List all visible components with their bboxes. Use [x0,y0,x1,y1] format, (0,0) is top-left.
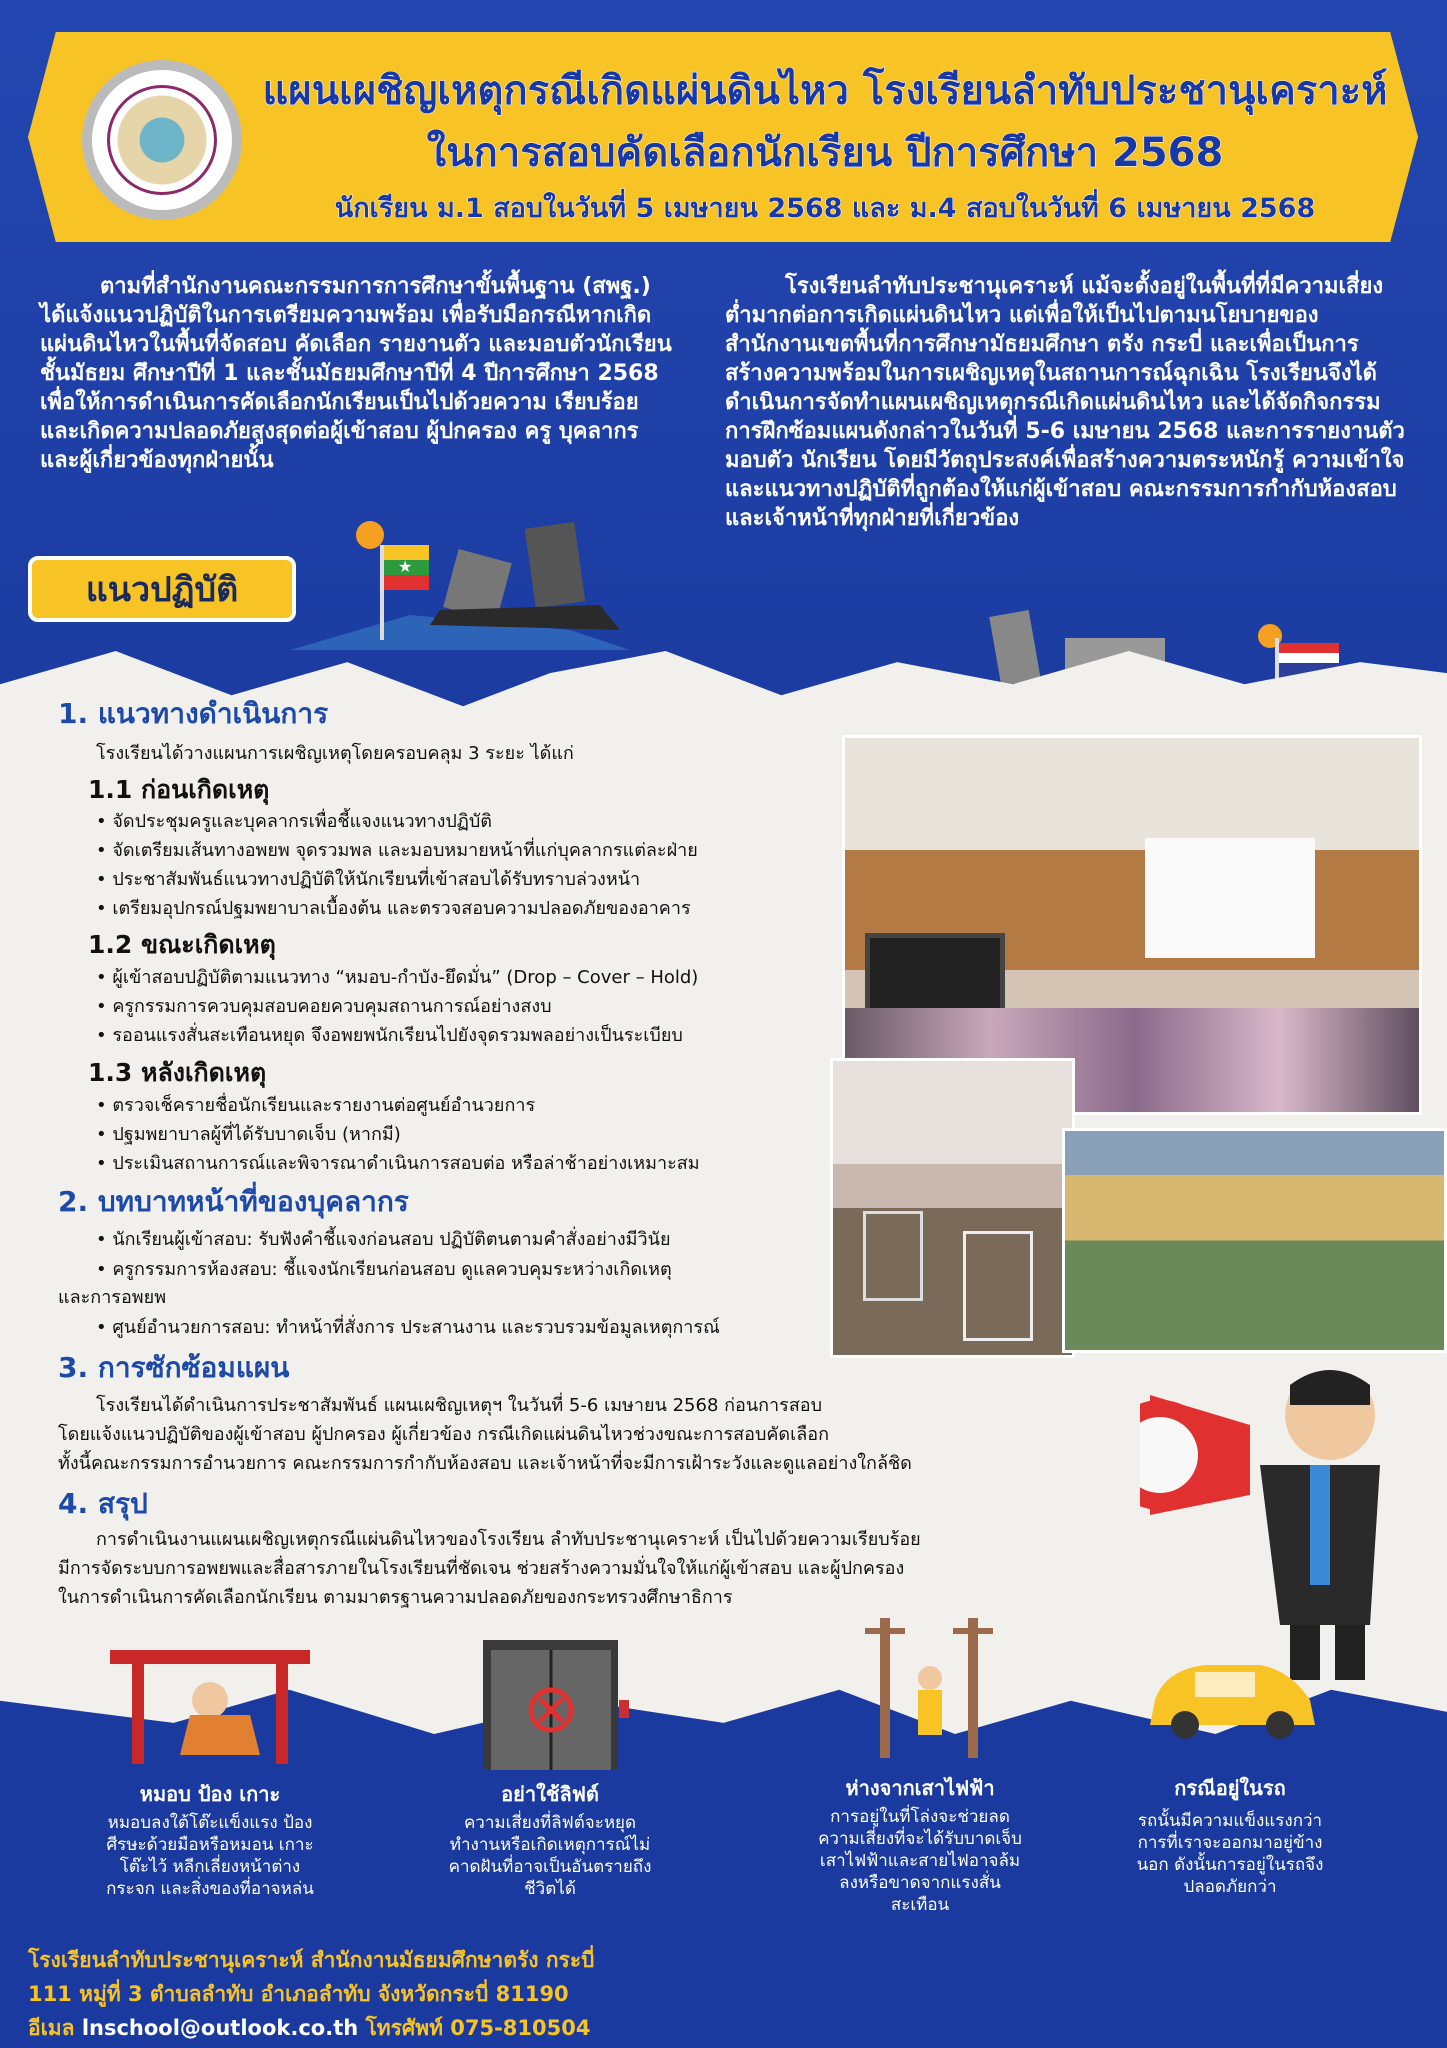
list-item: • ประชาสัมพันธ์แนวทางปฏิบัติให้นักเรียนที่เข้าสอบได้รับทราบล่วงหน้า [96,869,641,890]
power-pole-icon [860,1618,1000,1758]
tip-title-in-car: กรณีอยู่ในรถ [1174,1776,1286,1800]
list-item: • ปฐมพยาบาลผู้ที่ได้รับบาดเจ็บ (หากมี) [96,1124,401,1145]
footer-address: 111 หมู่ที่ 3 ตำบลลำทับ อำเภอลำทับ จังหวัดกระบี่ 81190 [28,1982,569,2006]
paragraph-line: โรงเรียนได้ดำเนินการประชาสัมพันธ์ แผนเผชิญเหตุฯ ในวันที่ 5-6 เมษายน 2568 ก่อนการสอบ [96,1395,823,1416]
school-building-photo [1062,1128,1447,1353]
paragraph-line: ทั้งนี้คณะกรรมการอำนวยการ คณะกรรมการกำกับห้องสอบ และเจ้าหน้าที่จะมีการเฝ้าระวังและดูแลอย่างใกล้ชิด [58,1453,912,1474]
guide-label: แนวปฏิบัติ [28,556,296,622]
section-4-title: 4. สรุป [58,1487,148,1520]
tip-title-drop-cover: หมอบ ป้อง เกาะ [139,1782,281,1806]
intro-right: โรงเรียนลำทับประชานุเคราะห์ แม้จะตั้งอยู่ในพื้นที่ที่มีความเสี่ยงต่ำมากต่อการเกิดแผ่นดินไหว แต่เพื่อให้เป็นไปตามนโยบายของสำนักงานเขตพื้นที่การศึกษามัธยมศึกษา ตรัง กระบี่ และเพื่อเป็นการสร้างความพร้อมในการเผชิญเหตุในสถานการณ์ฉุกเฉิน โรงเรียนจึงได้ดำเนินการจัดทำแผนเผชิญเหตุกรณีเกิดแผ่นดินไหว และได้จัดกิจกรรมการฝึกซ้อมแผนดังกล่าวในวันที่ 5-6 เมษายน 2568 และการรายงานตัว มอบตัว นักเรียน โดยมีวัตถุประสงค์เพื่อสร้างความตระหนักรู้ ความเข้าใจ และแนวทางปฏิบัติที่ถูกต้องให้แก่ผู้เข้าสอบ คณะกรรมการกำกับห้องสอบ และเจ้าหน้าที่ทุกฝ่ายที่เกี่ยวข้อง [725,274,1405,531]
list-item: • ครูกรรมการห้องสอบ: ชี้แจงนักเรียนก่อนสอบ ดูแลควบคุมระหว่างเกิดเหตุ [96,1259,672,1280]
list-item: • จัดประชุมครูและบุคลากรเพื่อชี้แจงแนวทางปฏิบัติ [96,811,492,832]
subsection-1-1-title: 1.1 ก่อนเกิดเหตุ [88,775,270,804]
section-1-title: 1. แนวทางดำเนินการ [58,697,329,730]
footer-contact: อีเมล lnschool@outlook.co.th โทรศัพท์ 075-810504 [28,2016,591,2040]
list-item: และการอพยพ [58,1287,167,1308]
section-1-lead: โรงเรียนได้วางแผนการเผชิญเหตุโดยครอบคลุม 3 ระยะ ได้แก่ [96,743,574,764]
tip-title-no-elevator: อย่าใช้ลิฟต์ [501,1782,599,1806]
paragraph-line: การดำเนินงานแผนเผชิญเหตุกรณีแผ่นดินไหวของโรงเรียน ลำทับประชานุเคราะห์ เป็นไปด้วยความเรียบร้อย [96,1529,921,1550]
tip-title-power-pole: ห่างจากเสาไฟฟ้า [845,1776,995,1800]
tip-text-power-pole: การอยู่ในที่โล่งจะช่วยลด ความเสี่ยงที่จะได้รับบาดเจ็บ เสาไฟฟ้าและสายไฟอาจล้ม ลงหรือขาดจากแรงสั่น สะเทือน [818,1807,1022,1915]
tip-text-no-elevator: ความเสี่ยงที่ลิฟต์จะหยุด ทำงานหรือเกิดเหตุการณ์ไม่ คาดฝันที่อาจเป็นอันตรายถึง ชีวิตได้ [448,1813,652,1899]
tip-text-in-car: รถนั้นมีความแข็งแรงกว่า การที่เราจะออกมาอยู่ข้าง นอก ดังนั้นการอยู่ในรถจึง ปลอดภัยกว่า [1136,1811,1324,1897]
title-line-1: แผนเผชิญเหตุกรณีเกิดแผ่นดินไหว โรงเรียนลำทับประชานุเคราะห์ [262,68,1388,114]
email-link[interactable]: lnschool@outlook.co.th [81,2016,359,2040]
list-item: • นักเรียนผู้เข้าสอบ: รับฟังคำชี้แจงก่อนสอบ ปฏิบัติตนตามคำสั่งอย่างมีวินัย [96,1229,671,1250]
section-3-title: 3. การซักซ้อมแผน [58,1351,290,1384]
subsection-1-2-title: 1.2 ขณะเกิดเหตุ [88,930,276,959]
list-item: • ตรวจเช็ครายชื่อนักเรียนและรายงานต่อศูนย์อำนวยการ [96,1095,536,1116]
list-item: • ประเมินสถานการณ์และพิจารณาดำเนินการสอบต่อ หรือล่าช้าอย่างเหมาะสม [96,1153,700,1174]
title-line-2: ในการสอบคัดเลือกนักเรียน ปีการศึกษา 2568 [426,130,1224,176]
section-2-title: 2. บทบาทหน้าที่ของบุคลากร [58,1185,409,1218]
tip-text-drop-cover: หมอบลงใต้โต๊ะแข็งแรง ป้อง ศีรษะด้วยมือหรือหมอน เกาะ โต๊ะไว้ หลีกเลี่ยงหน้าต่าง กระจก และสิ่งของที่อาจหล่น [106,1813,314,1899]
footer-school-name: โรงเรียนลำทับประชานุเคราะห์ สำนักงานมัธยมศึกษาตรัง กระบี่ [28,1948,595,1972]
drop-cover-hold-icon [110,1640,310,1770]
title-line-3: นักเรียน ม.1 สอบในวันที่ 5 เมษายน 2568 และ ม.4 สอบในวันที่ 6 เมษายน 2568 [334,193,1316,224]
paragraph-line: ในการดำเนินการคัดเลือกนักเรียน ตามมาตรฐานความปลอดภัยของกระทรวงศึกษาธิการ [58,1587,733,1608]
paragraph-line: โดยแจ้งแนวปฏิบัติของผู้เข้าสอบ ผู้ปกครอง ผู้เกี่ยวข้อง กรณีเกิดแผ่นดินไหวช่วงขณะการสอบคัดเลือก [58,1424,830,1445]
megaphone-man-illustration [1140,1345,1400,1685]
collapsed-building-illustration [290,505,630,650]
exam-room-photo [830,1058,1075,1358]
list-item: • ผู้เข้าสอบปฏิบัติตามแนวทาง “หมอบ-กำบัง-ยึดมั่น” (Drop – Cover – Hold) [96,967,699,988]
list-item: • ศูนย์อำนวยการสอบ: ทำหน้าที่สั่งการ ประสานงาน และรวบรวมข้อมูลเหตุการณ์ [96,1317,720,1338]
list-item: • จัดเตรียมเส้นทางอพยพ จุดรวมพล และมอบหมายหน้าที่แก่บุคลากรแต่ละฝ่าย [96,840,698,861]
intro-left: ตามที่สำนักงานคณะกรรมการการศึกษาขั้นพื้นฐาน (สพฐ.) ได้แจ้งแนวปฏิบัติในการเตรียมความพร้อม เพื่อรับมือกรณีหากเกิดแผ่นดินไหวในพื้นที่จัดสอบ คัดเลือก รายงานตัว และมอบตัวนักเรียน ชั้นมัธยม ศึกษาปีที่ 1 และชั้นมัธยมศึกษาปีที่ 4 ปีการศึกษา 2568 เพื่อให้การดำเนินการคัดเลือกนักเรียนเป็นไปด้วยความ เรียบร้อย และเกิดความปลอดภัยสูงสุดต่อผู้เข้าสอบ ผู้ปกครอง ครู บุคลากร และผู้เกี่ยวข้องทุกฝ่ายนั้น [40,274,672,473]
list-item: • เตรียมอุปกรณ์ปฐมพยาบาลเบื้องต้น และตรวจสอบความปลอดภัยของอาคาร [96,898,691,919]
car-icon [1145,1650,1320,1740]
list-item: • ครูกรรมการควบคุมสอบคอยควบคุมสถานการณ์อย่างสงบ [96,996,552,1017]
list-item: • รออนแรงสั่นสะเทือนหยุด จึงอพยพนักเรียนไปยังจุดรวมพลอย่างเป็นระเบียบ [96,1025,683,1046]
svg-text:★: ★ [398,557,413,576]
subsection-1-3-title: 1.3 หลังเกิดเหตุ [88,1058,267,1087]
school-logo [82,60,242,220]
no-elevator-icon [483,1620,633,1770]
phone-number: 075-810504 [450,2016,591,2040]
paragraph-line: มีการจัดระบบการอพยพและสื่อสารภายในโรงเรียนที่ชัดเจน ช่วยสร้างความมั่นใจให้แก่ผู้เข้าสอบ และผู้ปกครอง [58,1558,905,1579]
